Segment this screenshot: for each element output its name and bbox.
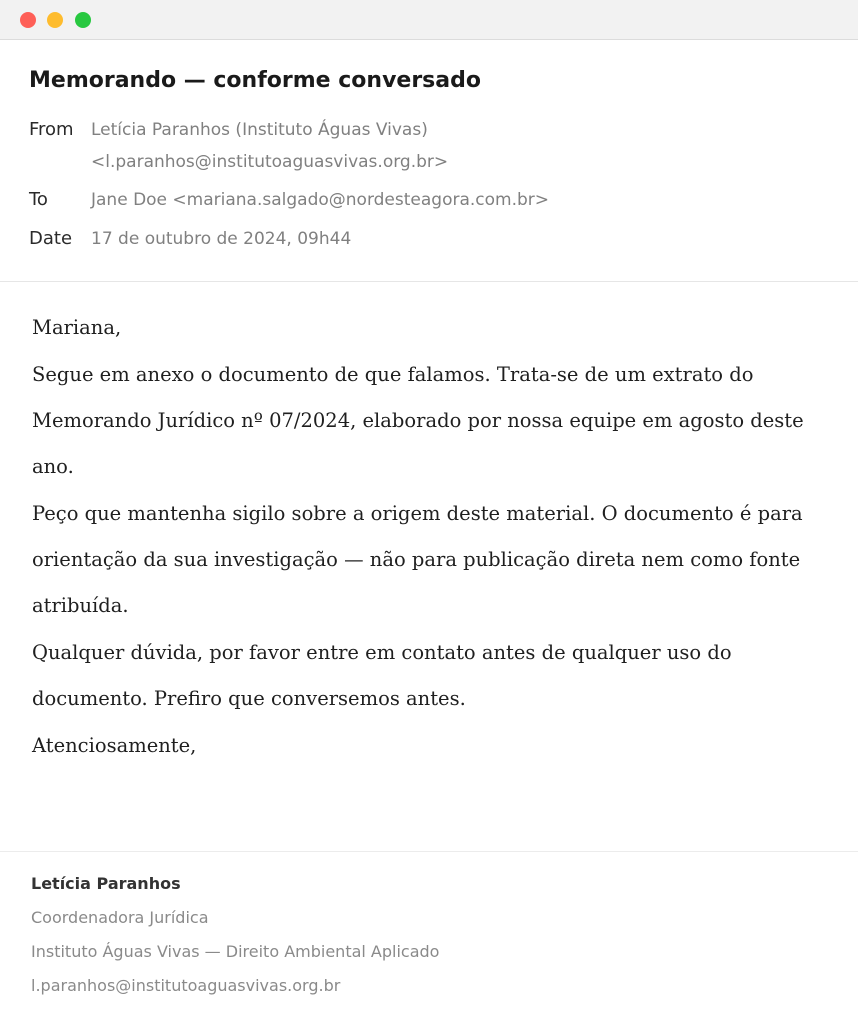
email-body (32, 305, 832, 770)
email-paragraph: Peço que mantenha sigilo sobre a origem deste material. O documento é para orientação da sua investigação — não para publicação direta nem como fonte atribuída. (32, 502, 803, 617)
email-header (0, 40, 858, 282)
window-titlebar (0, 0, 858, 40)
email-paragraph: Segue em anexo o documento de que falamos. Trata-se de um extrato do Memorando Jurídico nº 07/2024, elaborado por nossa equipe em agosto deste ano. (32, 363, 804, 478)
signature-email[interactable]: l.paranhos@institutoaguasvivas.org.br (31, 976, 341, 995)
signature-name: Letícia Paranhos (31, 874, 181, 893)
from-label: From (29, 119, 74, 140)
date-label: Date (29, 228, 73, 249)
date-value: 17 de outubro de 2024, 09h44 (91, 229, 352, 249)
signature-organization: Instituto Águas Vivas — Direito Ambiental Aplicado (31, 942, 440, 961)
to-label: To (29, 189, 48, 210)
email-signature (0, 851, 858, 1024)
email-greeting: Mariana, (32, 316, 122, 339)
email-paragraph: Qualquer dúvida, por favor entre em contato antes de qualquer uso do documento. Prefiro que conversemos antes. (32, 641, 732, 710)
from-address: <l.paranhos@institutoaguasvivas.org.br> (91, 152, 449, 172)
email-closing: Atenciosamente, (32, 734, 197, 757)
to-value: Jane Doe <mariana.salgado@nordesteagora.com.br> (91, 190, 550, 210)
minimize-window-button[interactable] (47, 12, 63, 28)
email-subject: Memorando — conforme conversado (29, 68, 481, 93)
close-window-button[interactable] (20, 12, 36, 28)
from-name: Letícia Paranhos (Instituto Águas Vivas) (91, 120, 428, 140)
zoom-window-button[interactable] (75, 12, 91, 28)
signature-title: Coordenadora Jurídica (31, 908, 209, 927)
